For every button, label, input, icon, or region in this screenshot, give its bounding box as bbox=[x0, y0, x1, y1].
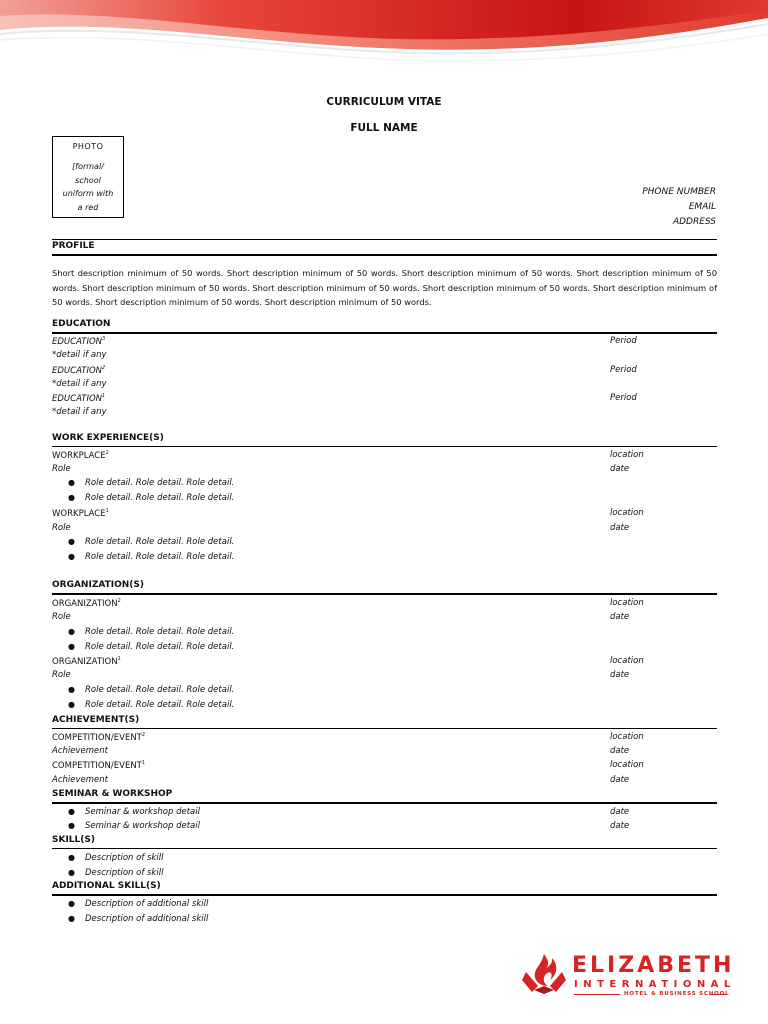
bullet-icon: ● bbox=[68, 700, 75, 709]
organization-date: date bbox=[610, 612, 630, 622]
section-heading-organization: ORGANIZATION(S) bbox=[52, 580, 144, 590]
education-name: EDUCATION$^2$ bbox=[52, 365, 106, 376]
organization-role: Role bbox=[52, 612, 71, 622]
organization-location: location bbox=[610, 598, 644, 608]
workplace-name: WORKPLACE$^1$ bbox=[52, 508, 109, 519]
bullet-icon: ● bbox=[68, 868, 75, 877]
education-detail: *detail if any bbox=[52, 407, 107, 417]
role-detail: Role detail. Role detail. Role detail. bbox=[85, 685, 235, 695]
additional-skill-description: Description of additional skill bbox=[85, 899, 209, 909]
role-detail: Role detail. Role detail. Role detail. bbox=[85, 537, 235, 547]
education-name: EDUCATION$^3$ bbox=[52, 336, 106, 347]
bullet-icon: ● bbox=[68, 821, 75, 830]
logo-subtitle: INTERNATIONAL bbox=[574, 979, 736, 990]
workplace-date: date bbox=[610, 464, 630, 474]
workplace-name: WORKPLACE$^2$ bbox=[52, 450, 109, 461]
contact-phone: PHONE NUMBER bbox=[642, 187, 716, 197]
role-detail: Role detail. Role detail. Role detail. bbox=[85, 552, 235, 562]
education-detail: *detail if any bbox=[52, 379, 107, 389]
flame-emblem-icon bbox=[520, 952, 568, 996]
education-period: Period bbox=[610, 365, 637, 375]
seminar-detail: Seminar & workshop detail bbox=[85, 807, 200, 817]
section-heading-additional-skills: ADDITIONAL SKILL(S) bbox=[52, 881, 161, 891]
bullet-icon: ● bbox=[68, 685, 75, 694]
role-detail: Role detail. Role detail. Role detail. bbox=[85, 700, 235, 710]
achievement-text: Achievement bbox=[52, 775, 108, 785]
workplace-role: Role bbox=[52, 464, 71, 474]
organization-role: Role bbox=[52, 670, 71, 680]
full-name: FULL NAME bbox=[350, 122, 418, 134]
education-period: Period bbox=[610, 336, 637, 346]
bullet-icon: ● bbox=[68, 537, 75, 546]
divider bbox=[52, 728, 717, 729]
section-heading-achievement: ACHIEVEMENT(S) bbox=[52, 715, 140, 725]
role-detail: Role detail. Role detail. Role detail. bbox=[85, 642, 235, 652]
logo-divider bbox=[574, 994, 620, 995]
document-title: CURRICULUM VITAE bbox=[326, 96, 442, 108]
organization-name: ORGANIZATION$^2$ bbox=[52, 598, 121, 609]
achievement-text: Achievement bbox=[52, 746, 108, 756]
contact-address: ADDRESS bbox=[672, 217, 716, 227]
contact-email: EMAIL bbox=[688, 202, 716, 212]
organization-location: location bbox=[610, 656, 644, 666]
seminar-date: date bbox=[610, 807, 630, 817]
bullet-icon: ● bbox=[68, 914, 75, 923]
section-heading-seminar: SEMINAR & WORKSHOP bbox=[52, 789, 173, 799]
logo-name: ELIZABETH bbox=[572, 953, 735, 978]
divider bbox=[52, 848, 717, 849]
divider bbox=[52, 254, 717, 256]
section-heading-profile: PROFILE bbox=[52, 241, 95, 251]
photo-title: PHOTO bbox=[72, 142, 104, 151]
seminar-detail: Seminar & workshop detail bbox=[85, 821, 200, 831]
bullet-icon: ● bbox=[68, 493, 75, 502]
section-heading-work: WORK EXPERIENCE(S) bbox=[52, 433, 164, 443]
divider bbox=[52, 894, 717, 896]
event-location: location bbox=[610, 760, 644, 770]
additional-skill-description: Description of additional skill bbox=[85, 914, 209, 924]
event-date: date bbox=[610, 746, 630, 756]
event-location: location bbox=[610, 732, 644, 742]
bullet-icon: ● bbox=[68, 642, 75, 651]
logo-school-name: HOTEL & BUSINESS SCHOOL bbox=[624, 991, 730, 997]
workplace-location: location bbox=[610, 508, 644, 518]
workplace-date: date bbox=[610, 523, 630, 533]
bullet-icon: ● bbox=[68, 627, 75, 636]
divider bbox=[52, 802, 717, 804]
bullet-icon: ● bbox=[68, 478, 75, 487]
skill-description: Description of skill bbox=[85, 853, 164, 863]
header-wave-decoration bbox=[0, 0, 768, 70]
divider bbox=[52, 593, 717, 595]
photo-placeholder bbox=[52, 136, 124, 218]
school-logo bbox=[520, 950, 736, 1000]
education-period: Period bbox=[610, 393, 637, 403]
education-detail: *detail if any bbox=[52, 350, 107, 360]
organization-date: date bbox=[610, 670, 630, 680]
photo-note: [formal/ school uniform with a red bbox=[62, 162, 114, 212]
role-detail: Role detail. Role detail. Role detail. bbox=[85, 478, 235, 488]
section-heading-education: EDUCATION bbox=[52, 319, 111, 329]
bullet-icon: ● bbox=[68, 807, 75, 816]
seminar-date: date bbox=[610, 821, 630, 831]
profile-text: Short description minimum of 50 words. Short description minimum of 50 words. Short description minimum of 50 words. Short description minimum of 50 words. Short description minimum of 50 words. Short description minimum of 50 words. Short description minimum of 50 words. Short description minimum of 50 words. Short description minimum of 50 words. Short description minimum of 50 words. bbox=[52, 268, 717, 308]
divider bbox=[52, 446, 717, 447]
bullet-icon: ● bbox=[68, 552, 75, 561]
section-heading-skills: SKILL(S) bbox=[52, 835, 95, 845]
workplace-role: Role bbox=[52, 523, 71, 533]
role-detail: Role detail. Role detail. Role detail. bbox=[85, 627, 235, 637]
skill-description: Description of skill bbox=[85, 868, 164, 878]
event-name: COMPETITION/EVENT$^1$ bbox=[52, 760, 146, 771]
event-date: date bbox=[610, 775, 630, 785]
bullet-icon: ● bbox=[68, 853, 75, 862]
workplace-location: location bbox=[610, 450, 644, 460]
organization-name: ORGANIZATION$^1$ bbox=[52, 656, 121, 667]
role-detail: Role detail. Role detail. Role detail. bbox=[85, 493, 235, 503]
divider bbox=[52, 332, 717, 334]
bullet-icon: ● bbox=[68, 899, 75, 908]
logo-divider bbox=[710, 994, 726, 995]
divider bbox=[52, 239, 717, 240]
education-name: EDUCATION$^1$ bbox=[52, 393, 106, 404]
event-name: COMPETITION/EVENT$^2$ bbox=[52, 732, 146, 743]
